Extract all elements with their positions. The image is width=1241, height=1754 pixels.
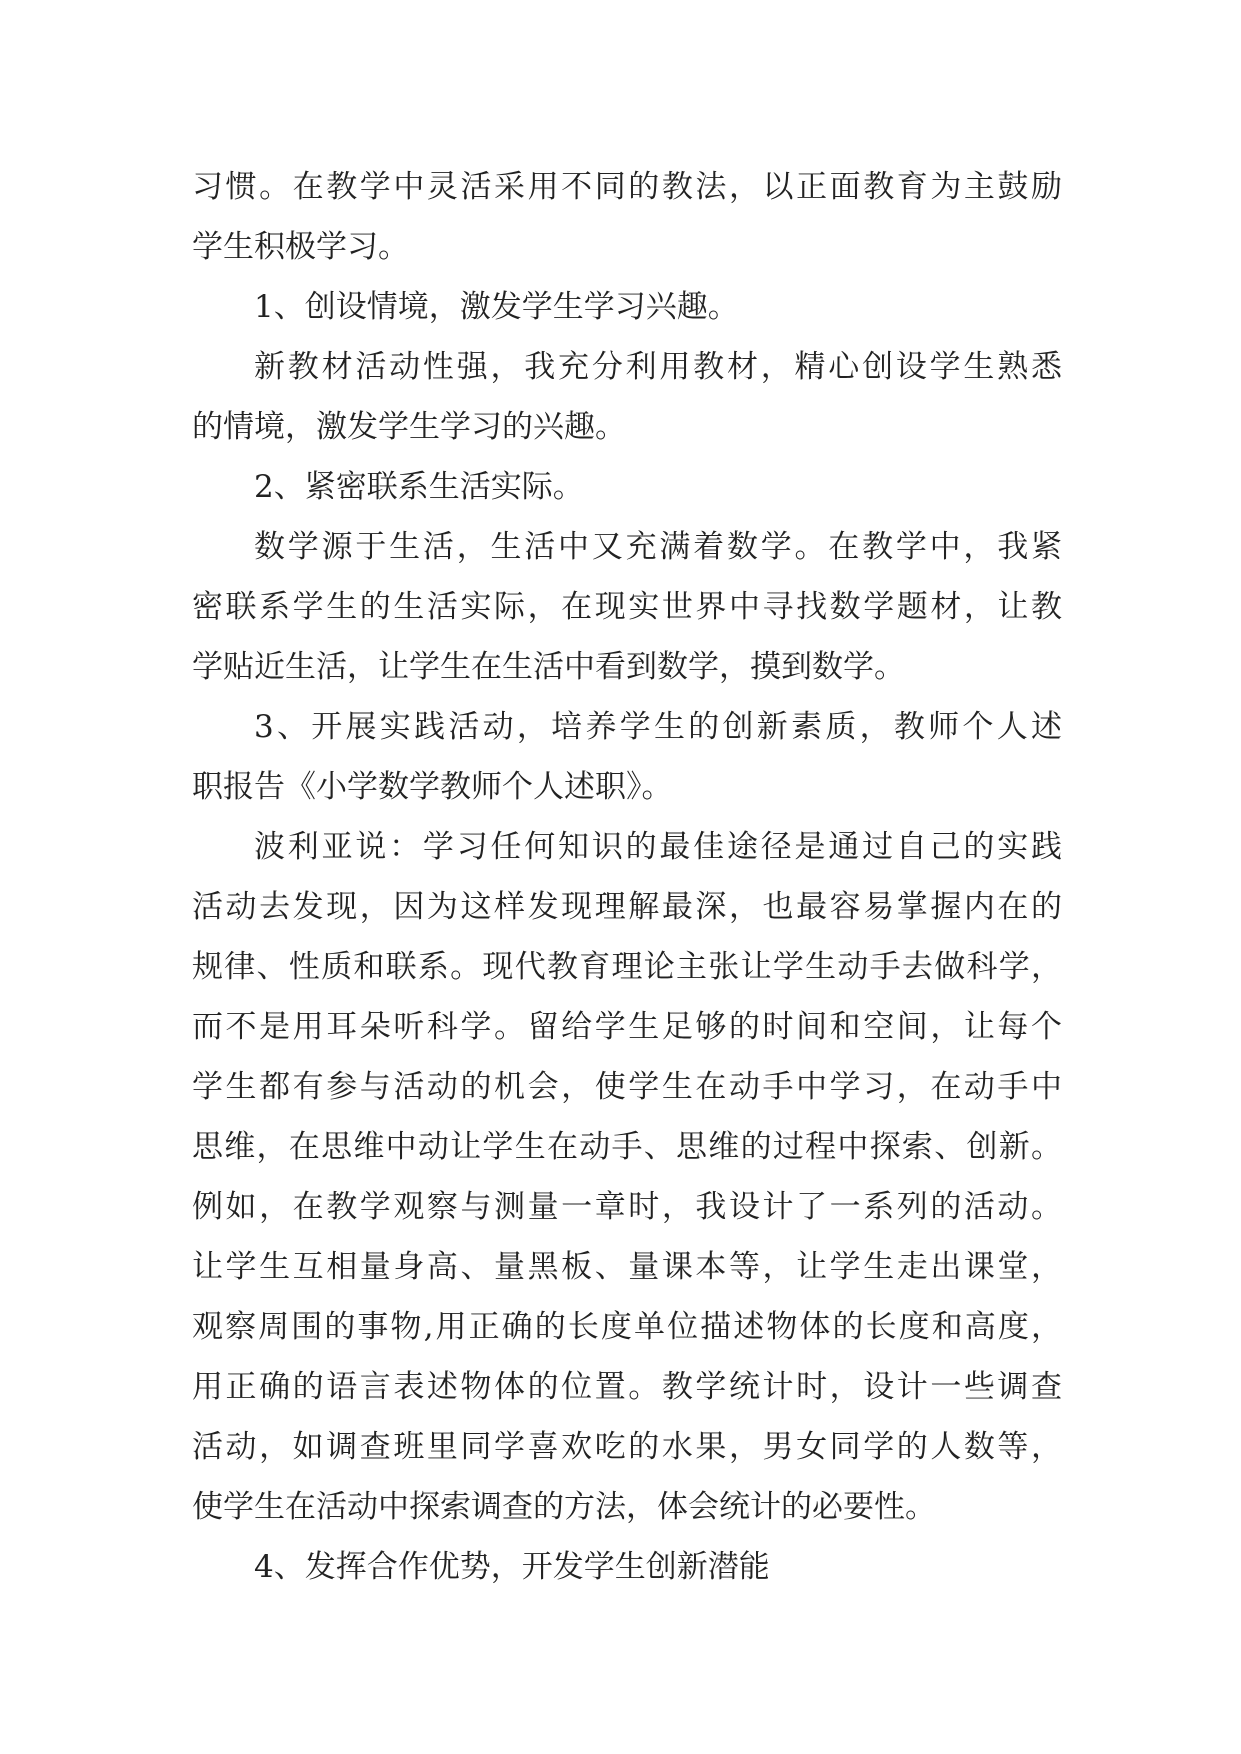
text-line: 观察周围的事物,用正确的长度单位描述物体的长度和高度， [192,1309,1062,1345]
text-line: 新教材活动性强，我充分利用教材，精心创设学生熟悉 [254,349,1062,385]
text-line: 数学源于生活，生活中又充满着数学。在教学中，我紧 [254,529,1062,565]
text-line: 活动，如调查班里同学喜欢吃的水果，男女同学的人数等， [192,1429,1062,1465]
text-line: 习惯。在教学中灵活采用不同的教法，以正面教育为主鼓励 [192,169,1062,205]
section-heading: 2、紧密联系生活实际。 [254,469,584,505]
section-heading: 1、创设情境，激发学生学习兴趣。 [254,289,739,325]
text-line: 思维，在思维中动让学生在动手、思维的过程中探索、创新。 [192,1129,1062,1165]
text-line: 密联系学生的生活实际，在现实世界中寻找数学题材，让教 [192,589,1062,625]
text-line: 学生积极学习。 [192,229,409,265]
text-line: 波利亚说：学习任何知识的最佳途径是通过自己的实践 [254,829,1062,865]
section-heading: 4、发挥合作优势，开发学生创新潜能 [254,1549,770,1585]
section-heading: 3、开展实践活动，培养学生的创新素质，教师个人述 [254,709,1062,745]
text-line: 规律、性质和联系。现代教育理论主张让学生动手去做科学， [192,949,1062,985]
text-line: 的情境，激发学生学习的兴趣。 [192,409,626,445]
text-line: 而不是用耳朵听科学。留给学生足够的时间和空间，让每个 [192,1009,1062,1045]
text-line: 学贴近生活，让学生在生活中看到数学，摸到数学。 [192,649,905,685]
text-line: 使学生在活动中探索调查的方法，体会统计的必要性。 [192,1489,936,1525]
text-line: 用正确的语言表述物体的位置。教学统计时，设计一些调查 [192,1369,1062,1405]
text-line: 职报告《小学数学教师个人述职》。 [192,769,673,805]
text-line: 例如，在教学观察与测量一章时，我设计了一系列的活动。 [192,1189,1062,1225]
text-line: 学生都有参与活动的机会，使学生在动手中学习，在动手中 [192,1069,1062,1105]
text-line: 活动去发现，因为这样发现理解最深，也最容易掌握内在的 [192,889,1062,925]
text-line: 让学生互相量身高、量黑板、量课本等，让学生走出课堂， [192,1249,1062,1285]
